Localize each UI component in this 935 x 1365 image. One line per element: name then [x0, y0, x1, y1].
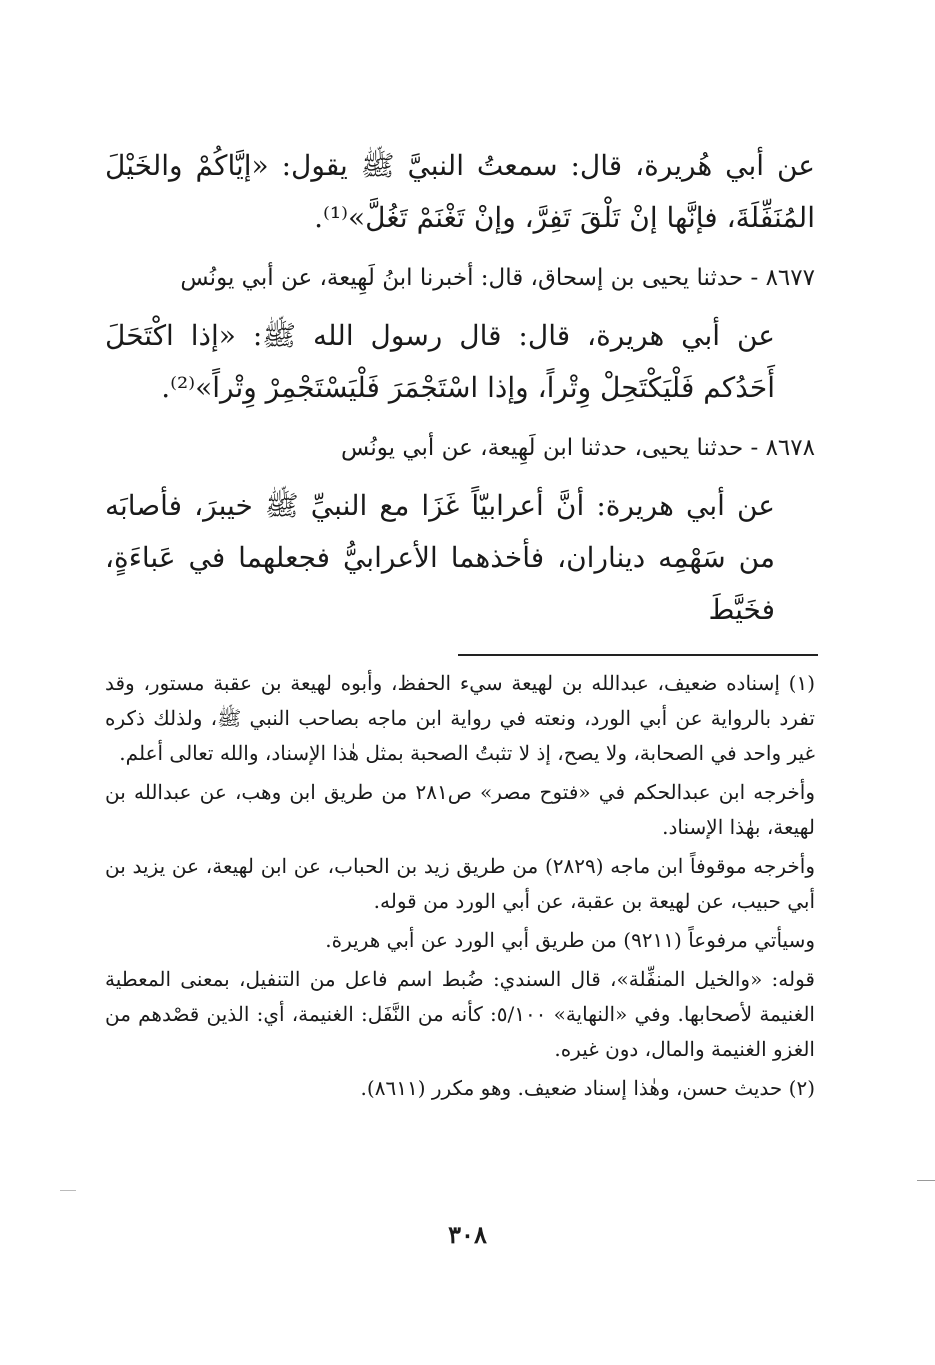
footnotes	[105, 666, 815, 1110]
footnote-1-mawquf: وأخرجه موقوفاً ابن ماجه (٢٨٢٩) من طريق زيد بن الحباب، عن ابن لهيعة، عن يزيد بن أبي حبيب، عن لهيعة بن عقبة، عن أبي الورد من قوله.	[105, 854, 816, 913]
hadith-chain-8677: ٨٦٧٧ - حدثنا يحيى بن إسحاق، قال: أخبرنا ابنُ لَهِيعة، عن أبي يونُس	[180, 265, 815, 291]
footnote-2: (٢) حديث حسن، وهٰذا إسناد ضعيف. وهو مكرر (٨٦١١).	[360, 1076, 815, 1100]
footnote-1-source: وأخرجه ابن عبدالحكم في «فتوح مصر» ص٢٨١ من طريق ابن وهب، عن عبدالله بن لهيعة، بهٰذا الإسناد.	[105, 780, 815, 839]
page-number: ٣٠٨	[448, 1220, 487, 1249]
footnote-1-marfu: وسيأتي مرفوعاً (٩٢١١) من طريق أبي الورد عن أبي هريرة.	[325, 928, 815, 952]
hadith-text-8677: عن أبي هريرة، قال: قال رسول الله ﷺ: «إذا اكْتَحَلَ أَحَدُكم فَلْيَكْتَحِلْ وِتْراً، وإذا اسْتَجْمَرَ فَلْيَسْتَجْمِرْ وِتْراً»⁽²⁾.	[105, 319, 775, 404]
scan-mark-left	[60, 1190, 76, 1192]
footnote-1-gloss: قوله: «والخيل المنفِّلة»، قال السندي: ضُبط اسم فاعل من التنفيل، بمعنى المعطية الغنيمة لأصحابها. وفي «النهاية» ٥/١٠٠: كأنه من النَّفَل: الغنيمة، أي: الذين قصْدهم من الغزو الغنيمة والمال، دون غيره.	[105, 967, 815, 1061]
footnote-divider	[458, 654, 818, 656]
footnote-1: (١) إسناده ضعيف، عبدالله بن لهيعة سيء الحفظ، وأبوه لهيعة بن عقبة مستور، وقد تفرد بالرواية عن أبي الورد، ونعته في رواية ابن ماجه بصاحب النبي ﷺ، ولذلك ذكره غير واحد في الصحابة، ولا يصح، إذ لا تثبتُ الصحبة بمثل هٰذا الإسناد، والله تعالى أعلم.	[105, 671, 815, 765]
hadith-chain-8678: ٨٦٧٨ - حدثنا يحيى، حدثنا ابن لَهِيعة، عن أبي يونُس	[341, 435, 815, 461]
main-text	[105, 140, 815, 636]
scan-mark-right	[917, 1180, 935, 1182]
hadith-text-8678: عن أبي هريرة: أنَّ أعرابيّاً غَزَا مع النبيِّ ﷺ خيبرَ، فأصابَه من سَهْمِه ديناران، فأخذهما الأعرابيُّ فجعلهما في عَباءَةٍ، فخَيَّطَ	[105, 489, 775, 626]
hadith-text-8676: عن أبي هُريرة، قال: سمعتُ النبيَّ ﷺ يقول: «إيَّاكُمْ والخَيْلَ المُنَفِّلَةَ، فإنَّها إنْ تَلْقَ تَفِرَّ، وإنْ تَغْنَمْ تَغُلَّ»⁽¹⁾.	[105, 149, 815, 234]
